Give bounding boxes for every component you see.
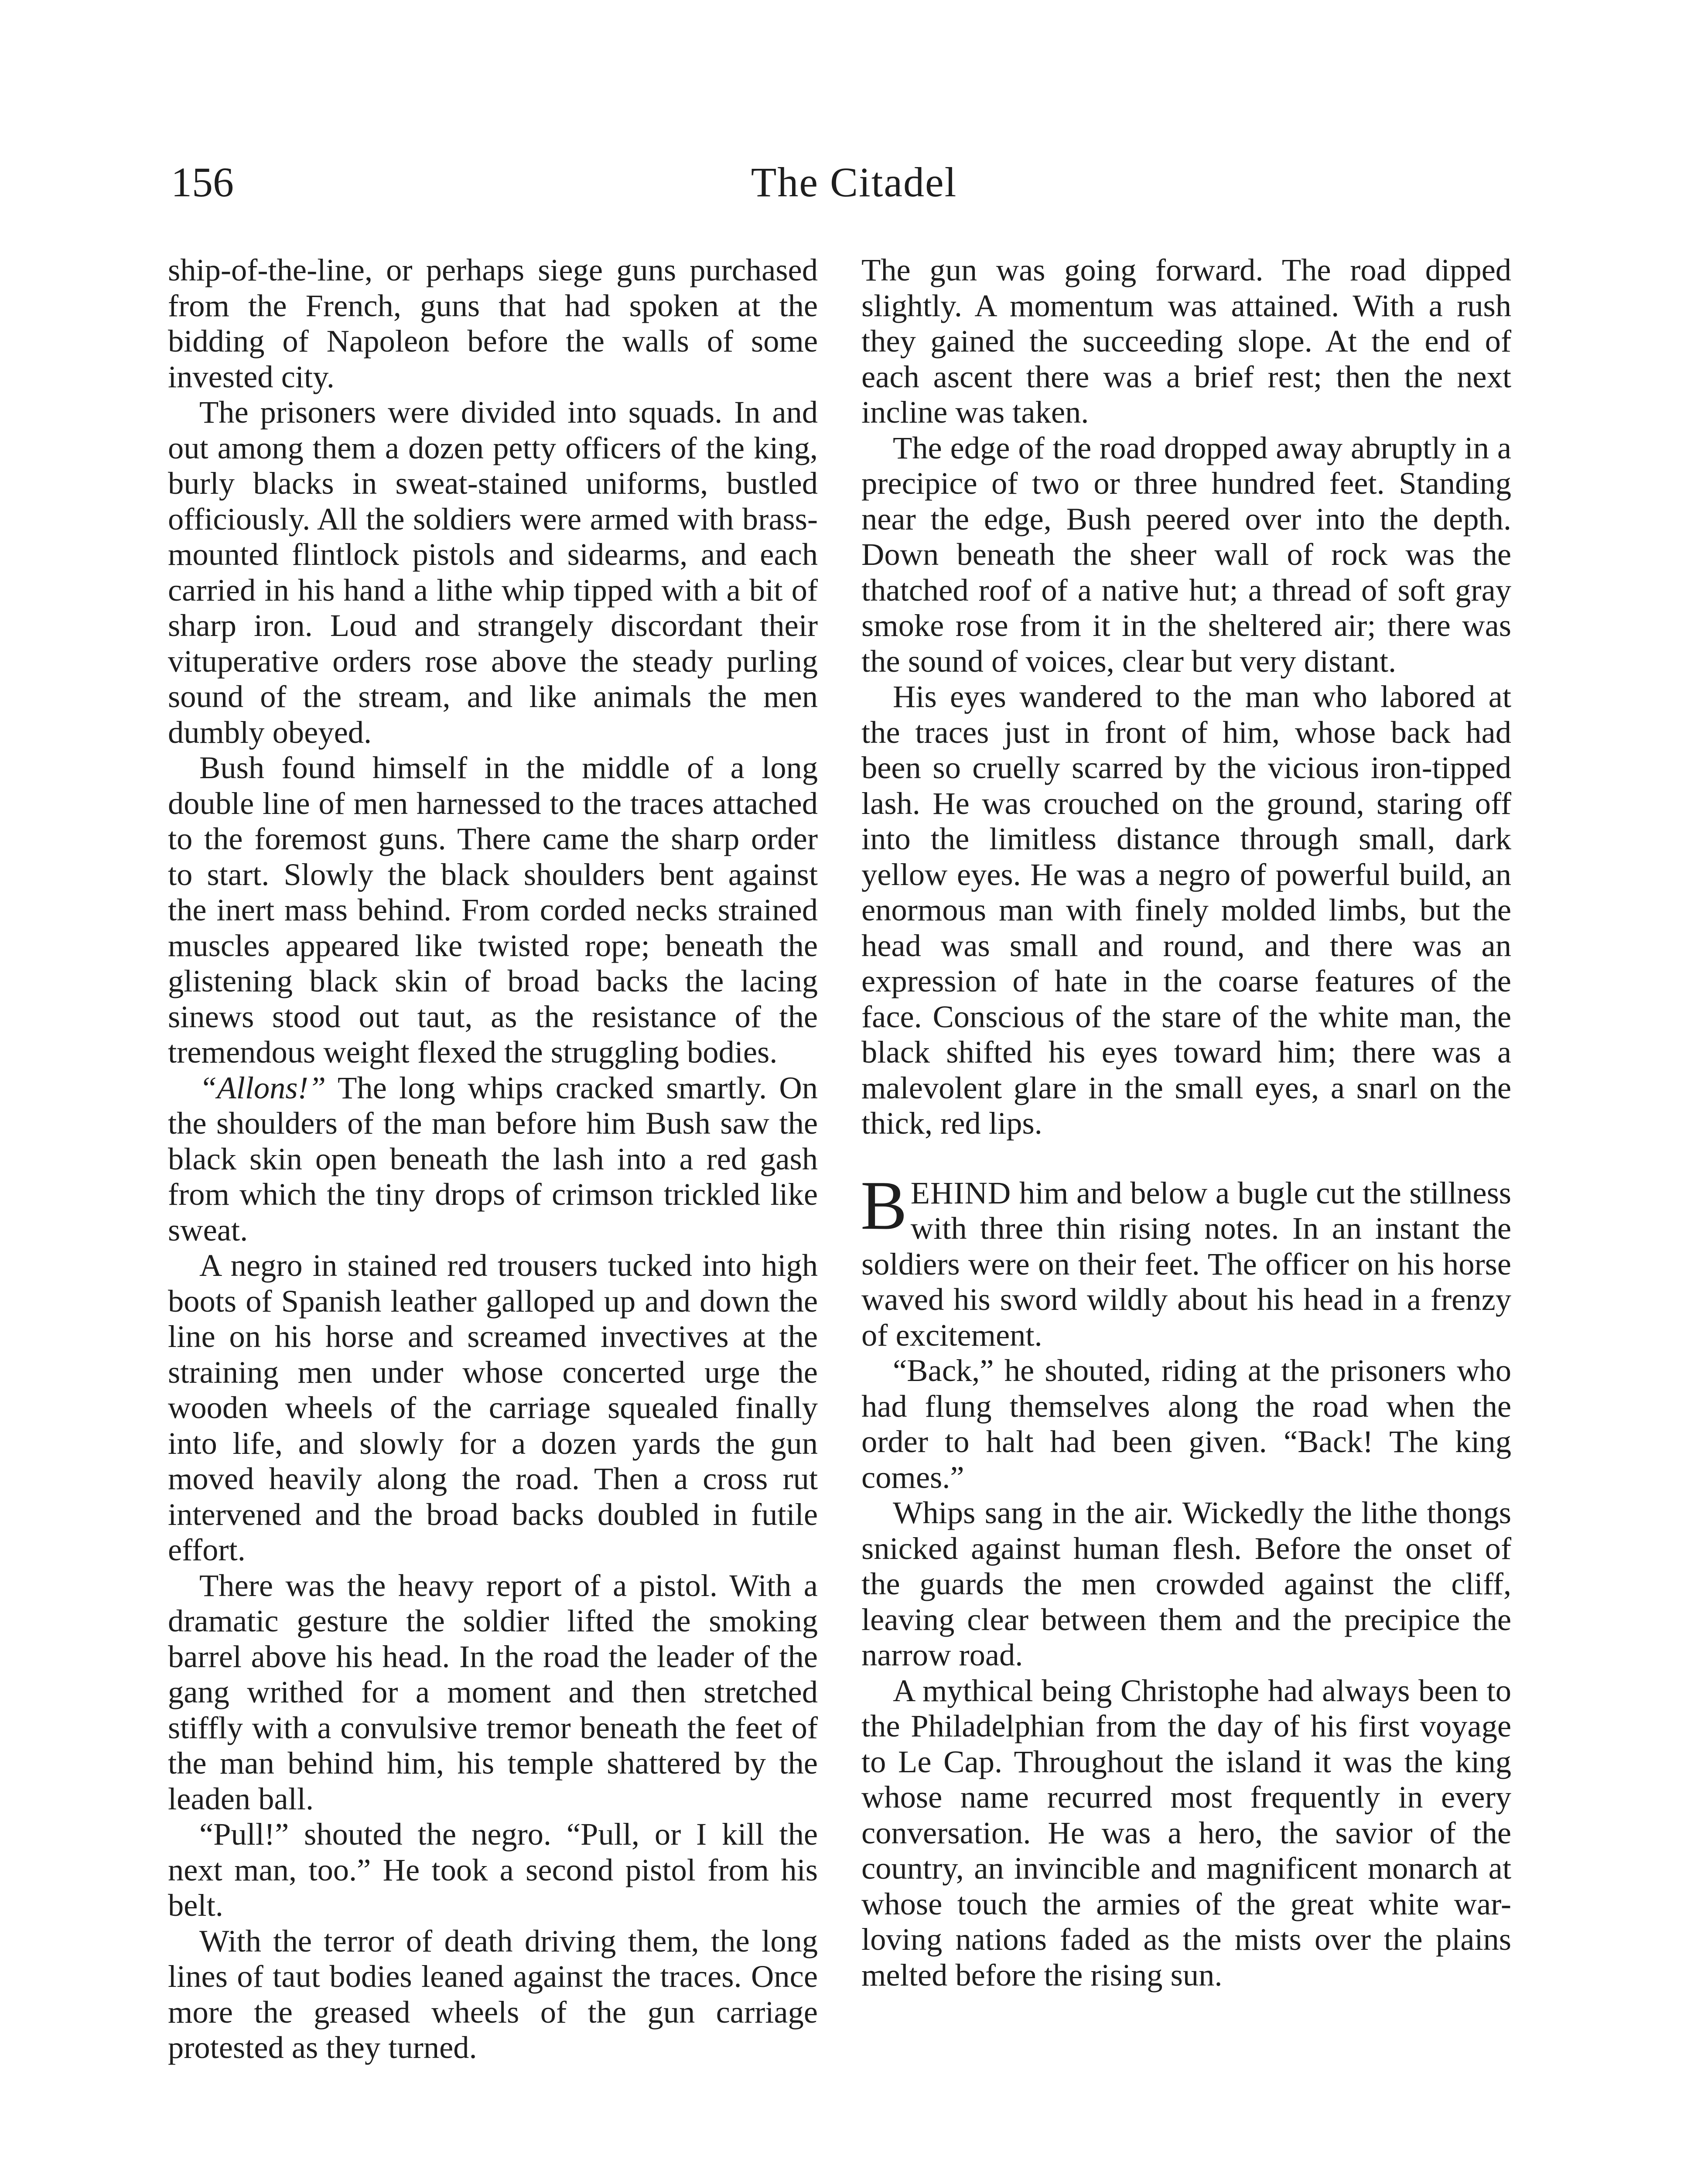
- left-column: [168, 252, 818, 2065]
- paragraph: “Back,” he shouted, riding at the prisoners who had flung themselves along the road when the order to halt had been given. “Back! The king comes.”: [861, 1353, 1511, 1495]
- paragraph: “Pull!” shouted the negro. “Pull, or I kill the next man, too.” He took a second pistol from his belt.: [168, 1816, 818, 1923]
- paragraph: The gun was going forward. The road dipped slightly. A momentum was attained. With a rush they gained the succeeding slope. At the end of each ascent there was a brief rest; then the next incline was taken.: [861, 252, 1511, 430]
- paragraph: [168, 1070, 818, 1248]
- section-opening-paragraph: [861, 1166, 1511, 1353]
- paragraph-text: The long whips cracked smartly. On the shoulders of the man before him Bush saw the black skin open beneath the lash into a red gash from which the tiny drops of crimson trickled like sweat.: [168, 1070, 818, 1248]
- running-head: The Citadel: [751, 159, 957, 205]
- italic-exclamation: “Allons!”: [199, 1070, 326, 1105]
- paragraph-text: him and below a bugle cut the stillness with three thin rising notes. In an instant the soldiers were on their feet. The officer on his horse waved his sword wildly about his head in a frenzy of excitement.: [861, 1175, 1511, 1353]
- drop-cap: B: [861, 1166, 907, 1244]
- paragraph: Whips sang in the air. Wickedly the lithe thongs snicked against human flesh. Before the onset of the guards the men crowded against the cliff, leaving clear between them and the precipice the narrow road.: [861, 1495, 1511, 1672]
- page-number: 156: [171, 159, 234, 205]
- paragraph: A negro in stained red trousers tucked into high boots of Spanish leather galloped up and down the line on his horse and screamed invectives at the straining men under whose concerted urge the wooden wheels of the carriage squealed finally into life, and slowly for a dozen yards the gun moved heavily along the road. Then a cross rut intervened and the broad backs doubled in futile effort.: [168, 1248, 818, 1567]
- right-column: [861, 252, 1511, 1993]
- paragraph: ship-of-the-line, or perhaps siege guns purchased from the French, guns that had spoken at the bidding of Napoleon before the walls of some invested city.: [168, 252, 818, 394]
- paragraph: There was the heavy report of a pistol. With a dramatic gesture the soldier lifted the smoking barrel above his head. In the road the leader of the gang writhed for a moment and then stretched stiffly with a convulsive tremor beneath the feet of the man behind him, his temple shattered by the leaden ball.: [168, 1567, 818, 1816]
- paragraph: The edge of the road dropped away abruptly in a precipice of two or three hundred feet. Standing near the edge, Bush peered over into the depth. Down beneath the sheer wall of rock was the thatched roof of a native hut; a thread of soft gray smoke rose from it in the sheltered air; there was the sound of voices, clear but very distant.: [861, 430, 1511, 679]
- paragraph: A mythical being Christophe had always been to the Philadelphian from the day of his first voyage to Le Cap. Throughout the island it was the king whose name recurred most frequently in every conversation. He was a hero, the savior of the country, an invincible and magnificent monarch at whose touch the armies of the great white war-loving nations faded as the mists over the plains melted before the rising sun.: [861, 1672, 1511, 1993]
- paragraph: With the terror of death driving them, the long lines of taut bodies leaned against the traces. Once more the greased wheels of the gun carriage protested as they turned.: [168, 1923, 818, 2065]
- paragraph: His eyes wandered to the man who labored at the traces just in front of him, whose back had been so cruelly scarred by the vicious iron-tipped lash. He was crouched on the ground, staring off into the limitless distance through small, dark yellow eyes. He was a negro of powerful build, an enormous man with finely molded limbs, but the head was small and round, and there was an expression of hate in the coarse features of the face. Conscious of the stare of the white man, the black shifted his eyes toward him; there was a malevolent glare in the small eyes, a snarl on the thick, red lips.: [861, 679, 1511, 1141]
- paragraph: The prisoners were divided into squads. In and out among them a dozen petty officers of the king, burly blacks in sweat-stained uniforms, bustled officiously. All the soldiers were armed with brass-mounted flintlock pistols and sidearms, and each carried in his hand a lithe whip tipped with a bit of sharp iron. Loud and strangely discordant their vituperative orders rose above the steady purling sound of the stream, and like animals the men dumbly obeyed.: [168, 394, 818, 750]
- small-caps-lead: EHIND: [910, 1175, 1011, 1210]
- paragraph: Bush found himself in the middle of a long double line of men harnessed to the traces attached to the foremost guns. There came the sharp order to start. Slowly the black shoulders bent against the inert mass behind. From corded necks strained muscles appeared like twisted rope; beneath the glistening black skin of broad backs the lacing sinews stood out taut, as the resistance of the tremendous weight flexed the struggling bodies.: [168, 750, 818, 1070]
